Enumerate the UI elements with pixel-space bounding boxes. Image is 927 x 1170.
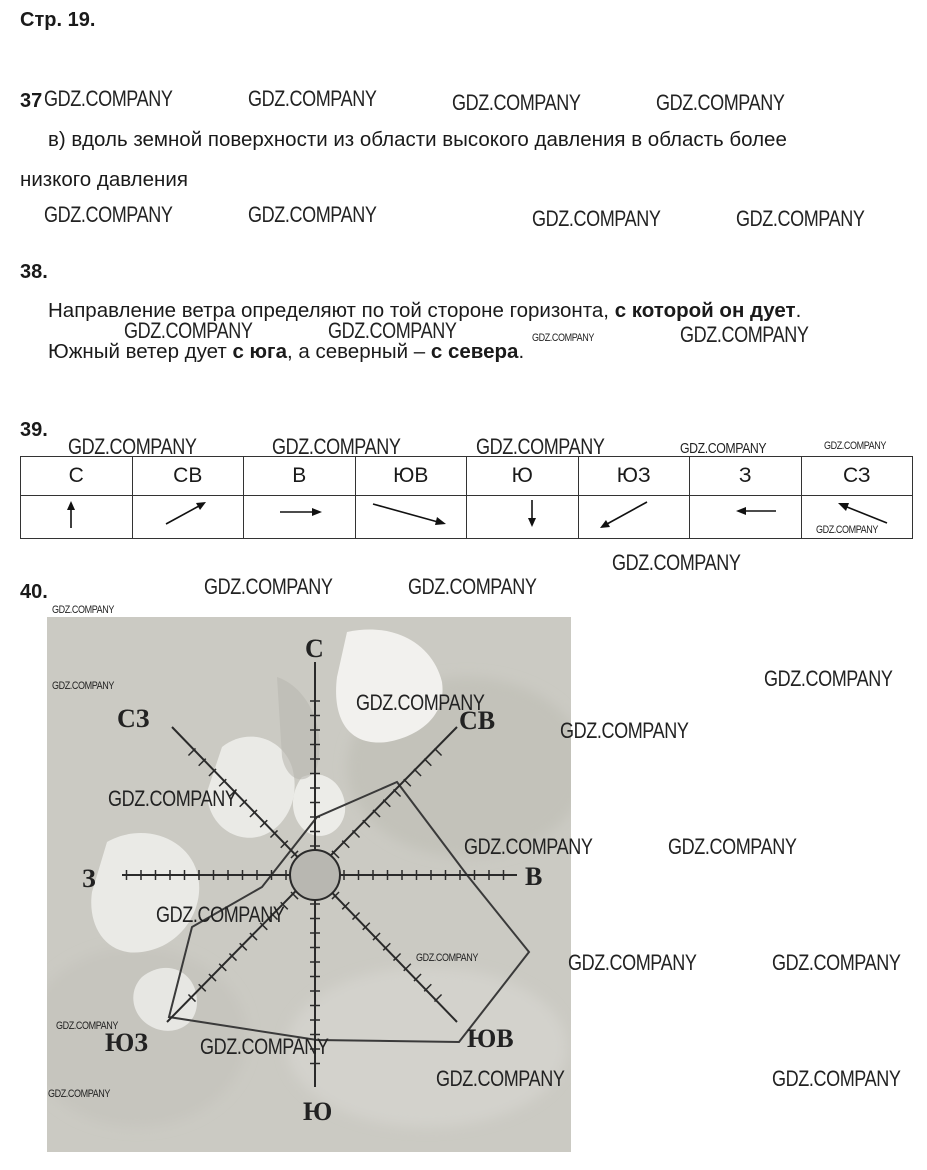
task-37-number: 37 [20,90,43,112]
task-37-answer-line2: низкого давления [20,168,188,191]
watermark-text: GDZ.COMPANY [436,1066,565,1091]
watermark-text: GDZ.COMPANY [816,524,878,536]
page-heading: Стр. 19. [20,9,96,31]
task-37-answer-line1: в) вдоль земной поверхности из области высокого давления в область более [48,128,787,151]
direction-cell: ЮЗ [578,457,690,496]
task-40-number: 40. [20,581,48,603]
watermark-text: GDZ.COMPANY [476,434,605,459]
watermark-text: GDZ.COMPANY [772,1066,901,1091]
watermark-text: GDZ.COMPANY [328,318,457,343]
watermark-text: GDZ.COMPANY [416,952,478,964]
direction-cell: СЗ [801,457,913,496]
watermark-text: GDZ.COMPANY [568,950,697,975]
watermark-text: GDZ.COMPANY [532,332,594,344]
arrow-cell [21,496,133,539]
arrow-cell [467,496,579,539]
watermark-text: GDZ.COMPANY [680,440,767,457]
watermark-text: GDZ.COMPANY [156,902,285,927]
watermark-text: GDZ.COMPANY [764,666,893,691]
watermark-text: GDZ.COMPANY [124,318,253,343]
task-38-s2-text1: Южный ветер дует [48,340,233,363]
directions-row [21,457,913,496]
task-38-s1-end: . [795,299,802,322]
watermark-text: GDZ.COMPANY [200,1034,329,1059]
compass-label-ne: СВ [459,706,496,735]
watermark-text: GDZ.COMPANY [408,574,537,599]
arrow-down-right-icon [361,496,461,532]
watermark-text: GDZ.COMPANY [668,834,797,859]
task-38-s2-bold1: с юга [232,340,287,363]
watermark-text: GDZ.COMPANY [452,90,581,115]
task-38-s2-bold2: с севера [430,340,519,363]
task-38-number: 38. [20,261,48,283]
watermark-text: GDZ.COMPANY [680,322,809,347]
compass-label-w: З [82,864,96,893]
task-38-s2-text2: , а северный – [287,340,431,363]
watermark-text: GDZ.COMPANY [464,834,593,859]
direction-cell: ЮВ [355,457,467,496]
wind-directions-table [20,456,913,539]
watermark-text: GDZ.COMPANY [108,786,237,811]
arrow-cell [244,496,356,539]
arrow-cell [355,496,467,539]
watermark-text: GDZ.COMPANY [612,550,741,575]
watermark-text: GDZ.COMPANY [736,206,865,231]
compass-label-nw: СЗ [117,704,150,733]
direction-cell: С [21,457,133,496]
arrow-down-icon [492,496,552,532]
direction-cell: СВ [132,457,244,496]
watermark-text: GDZ.COMPANY [248,86,377,111]
task-39-number: 39. [20,419,48,441]
arrow-right-icon [264,496,334,532]
compass-label-e: В [525,862,543,891]
compass-center [290,850,340,900]
compass-label-n: С [305,634,324,663]
watermark-text: GDZ.COMPANY [272,434,401,459]
watermark-text: GDZ.COMPANY [48,1088,110,1100]
arrow-up-icon [46,496,106,532]
watermark-text: GDZ.COMPANY [44,86,173,111]
watermark-text: GDZ.COMPANY [56,1020,118,1032]
compass-label-s: Ю [303,1097,333,1126]
watermark-text: GDZ.COMPANY [204,574,333,599]
arrow-cell [132,496,244,539]
direction-cell: Ю [467,457,579,496]
direction-cell: З [690,457,802,496]
watermark-text: GDZ.COMPANY [772,950,901,975]
watermark-text: GDZ.COMPANY [248,202,377,227]
watermark-text: GDZ.COMPANY [68,434,197,459]
compass-label-se: ЮВ [467,1024,514,1053]
watermark-text: GDZ.COMPANY [824,440,886,452]
arrow-up-right-icon [153,496,223,532]
arrows-row [21,496,913,539]
task-38-s1-bold: с которой он дует [614,299,796,322]
task-38-s1-text: Направление ветра определяют по той стороне горизонта, [48,299,615,322]
watermark-text: GDZ.COMPANY [532,206,661,231]
arrow-cell [578,496,690,539]
watermark-text: GDZ.COMPANY [44,202,173,227]
watermark-text: GDZ.COMPANY [560,718,689,743]
watermark-text: GDZ.COMPANY [52,680,114,692]
arrow-left-icon [710,496,780,532]
arrow-down-left-icon [594,496,674,532]
watermark-text: GDZ.COMPANY [656,90,785,115]
compass-label-sw: ЮЗ [105,1028,148,1057]
task-38-s2-end: . [518,340,525,363]
arrow-cell [690,496,802,539]
watermark-text: GDZ.COMPANY [52,604,114,616]
direction-cell: В [244,457,356,496]
watermark-text: GDZ.COMPANY [356,690,485,715]
